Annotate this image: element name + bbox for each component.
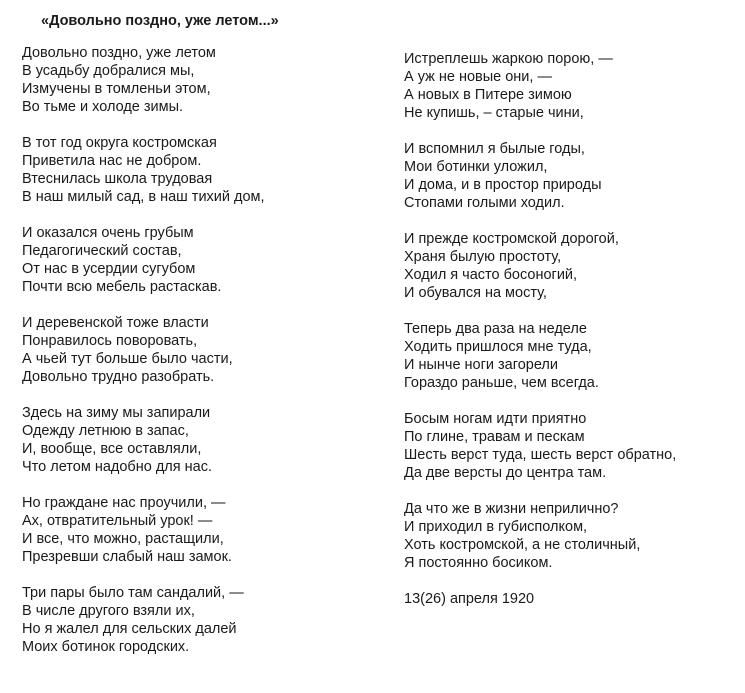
poem-title: «Довольно поздно, уже летом...» [41, 13, 279, 29]
poem-line: Гораздо раньше, чем всегда. [404, 375, 599, 391]
poem-line: Ах, отвратительный урок! — [22, 513, 213, 529]
poem-line: От нас в усердии сугубом [22, 261, 196, 277]
stanza [404, 500, 676, 572]
poem-line: Здесь на зиму мы запирали [22, 405, 211, 421]
poem-line: Стопами голыми ходил. [404, 195, 565, 211]
poem-line: Теперь два раза на неделе [404, 321, 587, 337]
stanza [404, 140, 676, 212]
stanza [404, 410, 676, 482]
poem-line: Почти всю мебель растаскав. [22, 279, 222, 295]
stanza [404, 50, 676, 122]
poem-line: По глине, травам и пескам [404, 429, 585, 445]
date-block [404, 590, 676, 608]
poem-line: И оказался очень грубым [22, 225, 194, 241]
poem-line: В наш милый сад, в наш тихий дом, [22, 189, 265, 205]
poem-line: Во тьме и холоде зимы. [22, 99, 184, 115]
poem-line: В усадьбу добралися мы, [22, 63, 195, 79]
poem-line: И приходил в губисполком, [404, 519, 588, 535]
poem-line: В тот год округа костромская [22, 135, 217, 151]
poem-line: Хоть костромской, а не столичный, [404, 537, 641, 553]
poem-line: А новых в Питере зимою [404, 87, 572, 103]
poem-line: Я постоянно босиком. [404, 555, 553, 571]
poem-line: Ходил я часто босоногий, [404, 267, 578, 283]
poem-line: Довольно трудно разобрать. [22, 369, 215, 385]
poem-line: В числе другого взяли их, [22, 603, 195, 619]
poem-line: И, вообще, все оставляли, [22, 441, 202, 457]
poem-line: Понравилось поворовать, [22, 333, 198, 349]
poem-line: Три пары было там сандалий, — [22, 585, 244, 601]
stanza [22, 584, 265, 656]
poem-line: Но я жалел для сельских далей [22, 621, 237, 637]
poem-line: И все, что можно, растащили, [22, 531, 224, 547]
poem-line: И прежде костромской дорогой, [404, 231, 619, 247]
poem-line: Шесть верст туда, шесть верст обратно, [404, 447, 677, 463]
poem-line: Педагогический состав, [22, 243, 182, 259]
poem-line: Одежду летнюю в запас, [22, 423, 189, 439]
stanza [22, 494, 265, 566]
poem-line: Презревши слабый наш замок. [22, 549, 232, 565]
poem-line: Моих ботинок городских. [22, 639, 190, 655]
poem-line: Да что же в жизни неприлично? [404, 501, 619, 517]
poem-line: Довольно поздно, уже летом [22, 45, 216, 61]
poem-line: Не купишь, – старые чини, [404, 105, 584, 121]
poem-line: Что летом надобно для нас. [22, 459, 212, 475]
stanza [22, 44, 265, 116]
stanza [22, 134, 265, 206]
poem-line: Но граждане нас проучили, — [22, 495, 226, 511]
stanza [404, 230, 676, 302]
poem-line: Да две версты до центра там. [404, 465, 607, 481]
poem-line: Босым ногам идти приятно [404, 411, 587, 427]
poem-line: Храня былую простоту, [404, 249, 562, 265]
poem-line: И деревенской тоже власти [22, 315, 209, 331]
poem-line: И вспомнил я былые годы, [404, 141, 585, 157]
poem-line: Истреплешь жаркою порою, — [404, 51, 613, 67]
poem-line: И обувался на мосту, [404, 285, 547, 301]
poem-line: Измучены в томленьи этом, [22, 81, 211, 97]
poem-line: Приветила нас не добром. [22, 153, 202, 169]
left-column [22, 44, 265, 674]
poem-line: И дома, и в простор природы [404, 177, 602, 193]
poem-line: Втеснилась школа трудовая [22, 171, 213, 187]
poem-line: И нынче ноги загорели [404, 357, 558, 373]
stanza [22, 404, 265, 476]
poem-date: 13(26) апреля 1920 [404, 591, 535, 607]
poem-line: А уж не новые они, — [404, 69, 552, 85]
poem-line: Мои ботинки уложил, [404, 159, 548, 175]
stanza [404, 320, 676, 392]
right-column [404, 50, 676, 626]
stanza [22, 314, 265, 386]
poem-line: А чьей тут больше было части, [22, 351, 233, 367]
stanza [22, 224, 265, 296]
poem-line: Ходить пришлося мне туда, [404, 339, 592, 355]
